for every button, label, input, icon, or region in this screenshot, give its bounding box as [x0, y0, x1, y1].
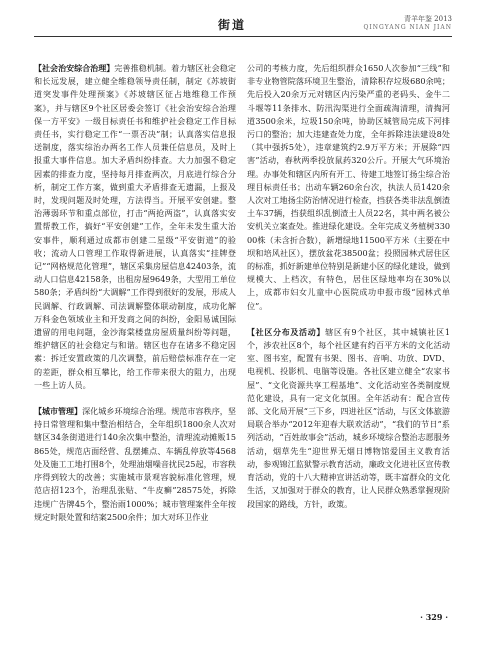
section-social-security	[34, 62, 236, 392]
left-column	[34, 62, 236, 524]
section-continued	[247, 62, 450, 313]
page-number: · 329 ·	[420, 612, 448, 622]
running-title: 街道	[218, 18, 247, 32]
section-body: 公司的考核力度，先后组织群众1650人次参加“三线”和非专业物管院落环境卫生整治，清除积存垃圾680余吨；先后投入20余万元对辖区内污染严重的老码头、金牛二斗堰等11条排水、防汛沟渠进行全面疏淘清理，清掏河道3500余米，垃圾150余吨，协助区城管局完成下河排污口的整治；加大违建查处力度，全年拆除违法建设8处（其中强拆5处），违章建筑约2.9万平方米；开展除“四害”活动，春秋两季投放鼠药320公斤。开展大气环境治理。办事处和辖区内所有开工、待建工地签订扬尘综合治理目标责任书；出动车辆260余台次，执法人员1420余人次对工地扬尘防治情况进行检查，挡获各类非法乱倒渣土车37辆，挡获组织乱倒渣土人员22名，其中两名被公安机关立案查处。推进绿化建设。全年完成义务植树33000株（未含折合数），新增绿地11500平方米（主要在中坝和培风社区），摆放盆花38500盆；投照园林式居住区的标准，抓好新建单位特别是新建小区的绿化建设，做到规模大、上档次，有特色，居住区绿地率均在30%以上，成都市妇女儿童中心医院成功申报市级“园林式单位”。	[247, 63, 450, 311]
right-column	[247, 62, 450, 511]
section-urban-management	[34, 405, 236, 524]
section-label: 【社区分布及活动】	[247, 327, 326, 337]
yearbook-brand: 青羊年鉴 2013	[403, 15, 452, 23]
page-header	[0, 0, 480, 52]
header-rule	[34, 36, 452, 37]
section-label: 【社会治安综合治理】	[34, 64, 115, 73]
section-label: 【城市管理】	[34, 407, 83, 417]
section-community-activities	[247, 326, 450, 511]
yearbook-subtitle: QINGYANG NIAN JIAN	[363, 24, 452, 31]
section-body: 深化城乡环境综合治理。规范市容秩序，坚持日常管理和集中整治相结合，全年组织1800余人次对辖区34条街道进行140余次集中整治，清理流动摊贩15865处，规范店面经营、乱摆摊点、车辆乱停放等4568处及施工工地打围8个，处理油烟噪音扰民25起，市容秩序得到较大的改善；实施城市景观容貌标准化管理，规范店招123个，治理乱张贴、“牛皮癣”28575处，拆除违规广告牌45个，整治雨1000%；城市管理案件全年按规定时限处置和结案2500余件；加大对环卫作业	[34, 406, 236, 522]
section-body: 辖区有9个社区，其中城镇社区1个，涉农社区8个，每个社区建有约百平方米的文化活动室、图书室，配置有书架、图书、音响、功放、DVD、电视机、投影机、电脑等设施。各社区建立健全“农家书屋”、“文化资源共享工程基地”、文化活动室各类制度规范化建设，具有一定文化氛围。全年活动有：配合宣传部、文化局开展“三下乡，四进社区”活动，与区文体旅游局联合举办“2012年迎春大联欢活动”，“我们的节日”系列活动，“百姓故事会”活动，城乡环境综合整治志愿服务活动，烟草先生“迎世界无烟日博物馆爱国主义教育活动，参观锦江监狱警示教育活动，廉政文化进社区宣传教育活动，党的十八大精神宣讲活动等，既丰富群众的文化生活，又加强对于群众的教育，让人民群众熟悉掌握现阶段国家的路线，方针，政策。	[247, 326, 450, 509]
section-body: 完善推稳机制。着力辖区社会稳定和长远发展，建立健全维稳领导责任制，制定《苏坡街道突发事件处理预案》《苏坡辖区征占地维稳工作预案》，并与辖区9个社区居委会签订《社会治安综合治理保一方平安》一级目标责任书和维护社会稳定工作目标责任书，实行稳定工作“一票否决”制；认真落实信息报送制度，落实综治办两名工作人员兼任信息员，及时上报重大事件信息。加大矛盾纠纷排查。大力加强不稳定因素的排查力度，坚持每月排查两次，月底进行综合分析，制定工作方案，做到重大矛盾排查无遗漏，上报及时，发现问题及时处理，方法得当。开展平安创建。整治薄弱环节和重点部位，打击“两抢两盗”，认真落实安置帮教工作，搞好“平安创建”工作，全年未发生重大治安事件，顺利通过成都市创建二星级“平安街道”的验收；流动人口管理工作取得新进展，认真落实“挂牌登记”“网格规范化管理”，辖区采集房屋信息42403条，流动人口信息42158条，出租房屋9649条，大型用工单位580条；矛盾纠纷“大调解”工作得到很好的发展，形成人民调解、行政调解、司法调解整体联动制度，成功化解万科金色领域业主和开发商之间的纠纷，金阳易诚国际遗留的用电问题，金沙海棠楼盘房屋质量纠纷等问题，维护辖区的社会稳定与和谐。辖区也存在诸多不稳定因素：拆迁安置政策的几次调整，前后赔偿标准存在一定的差距，群众相互攀比，给工作带来很大的阻力，出现一些上访人员。	[34, 63, 236, 390]
